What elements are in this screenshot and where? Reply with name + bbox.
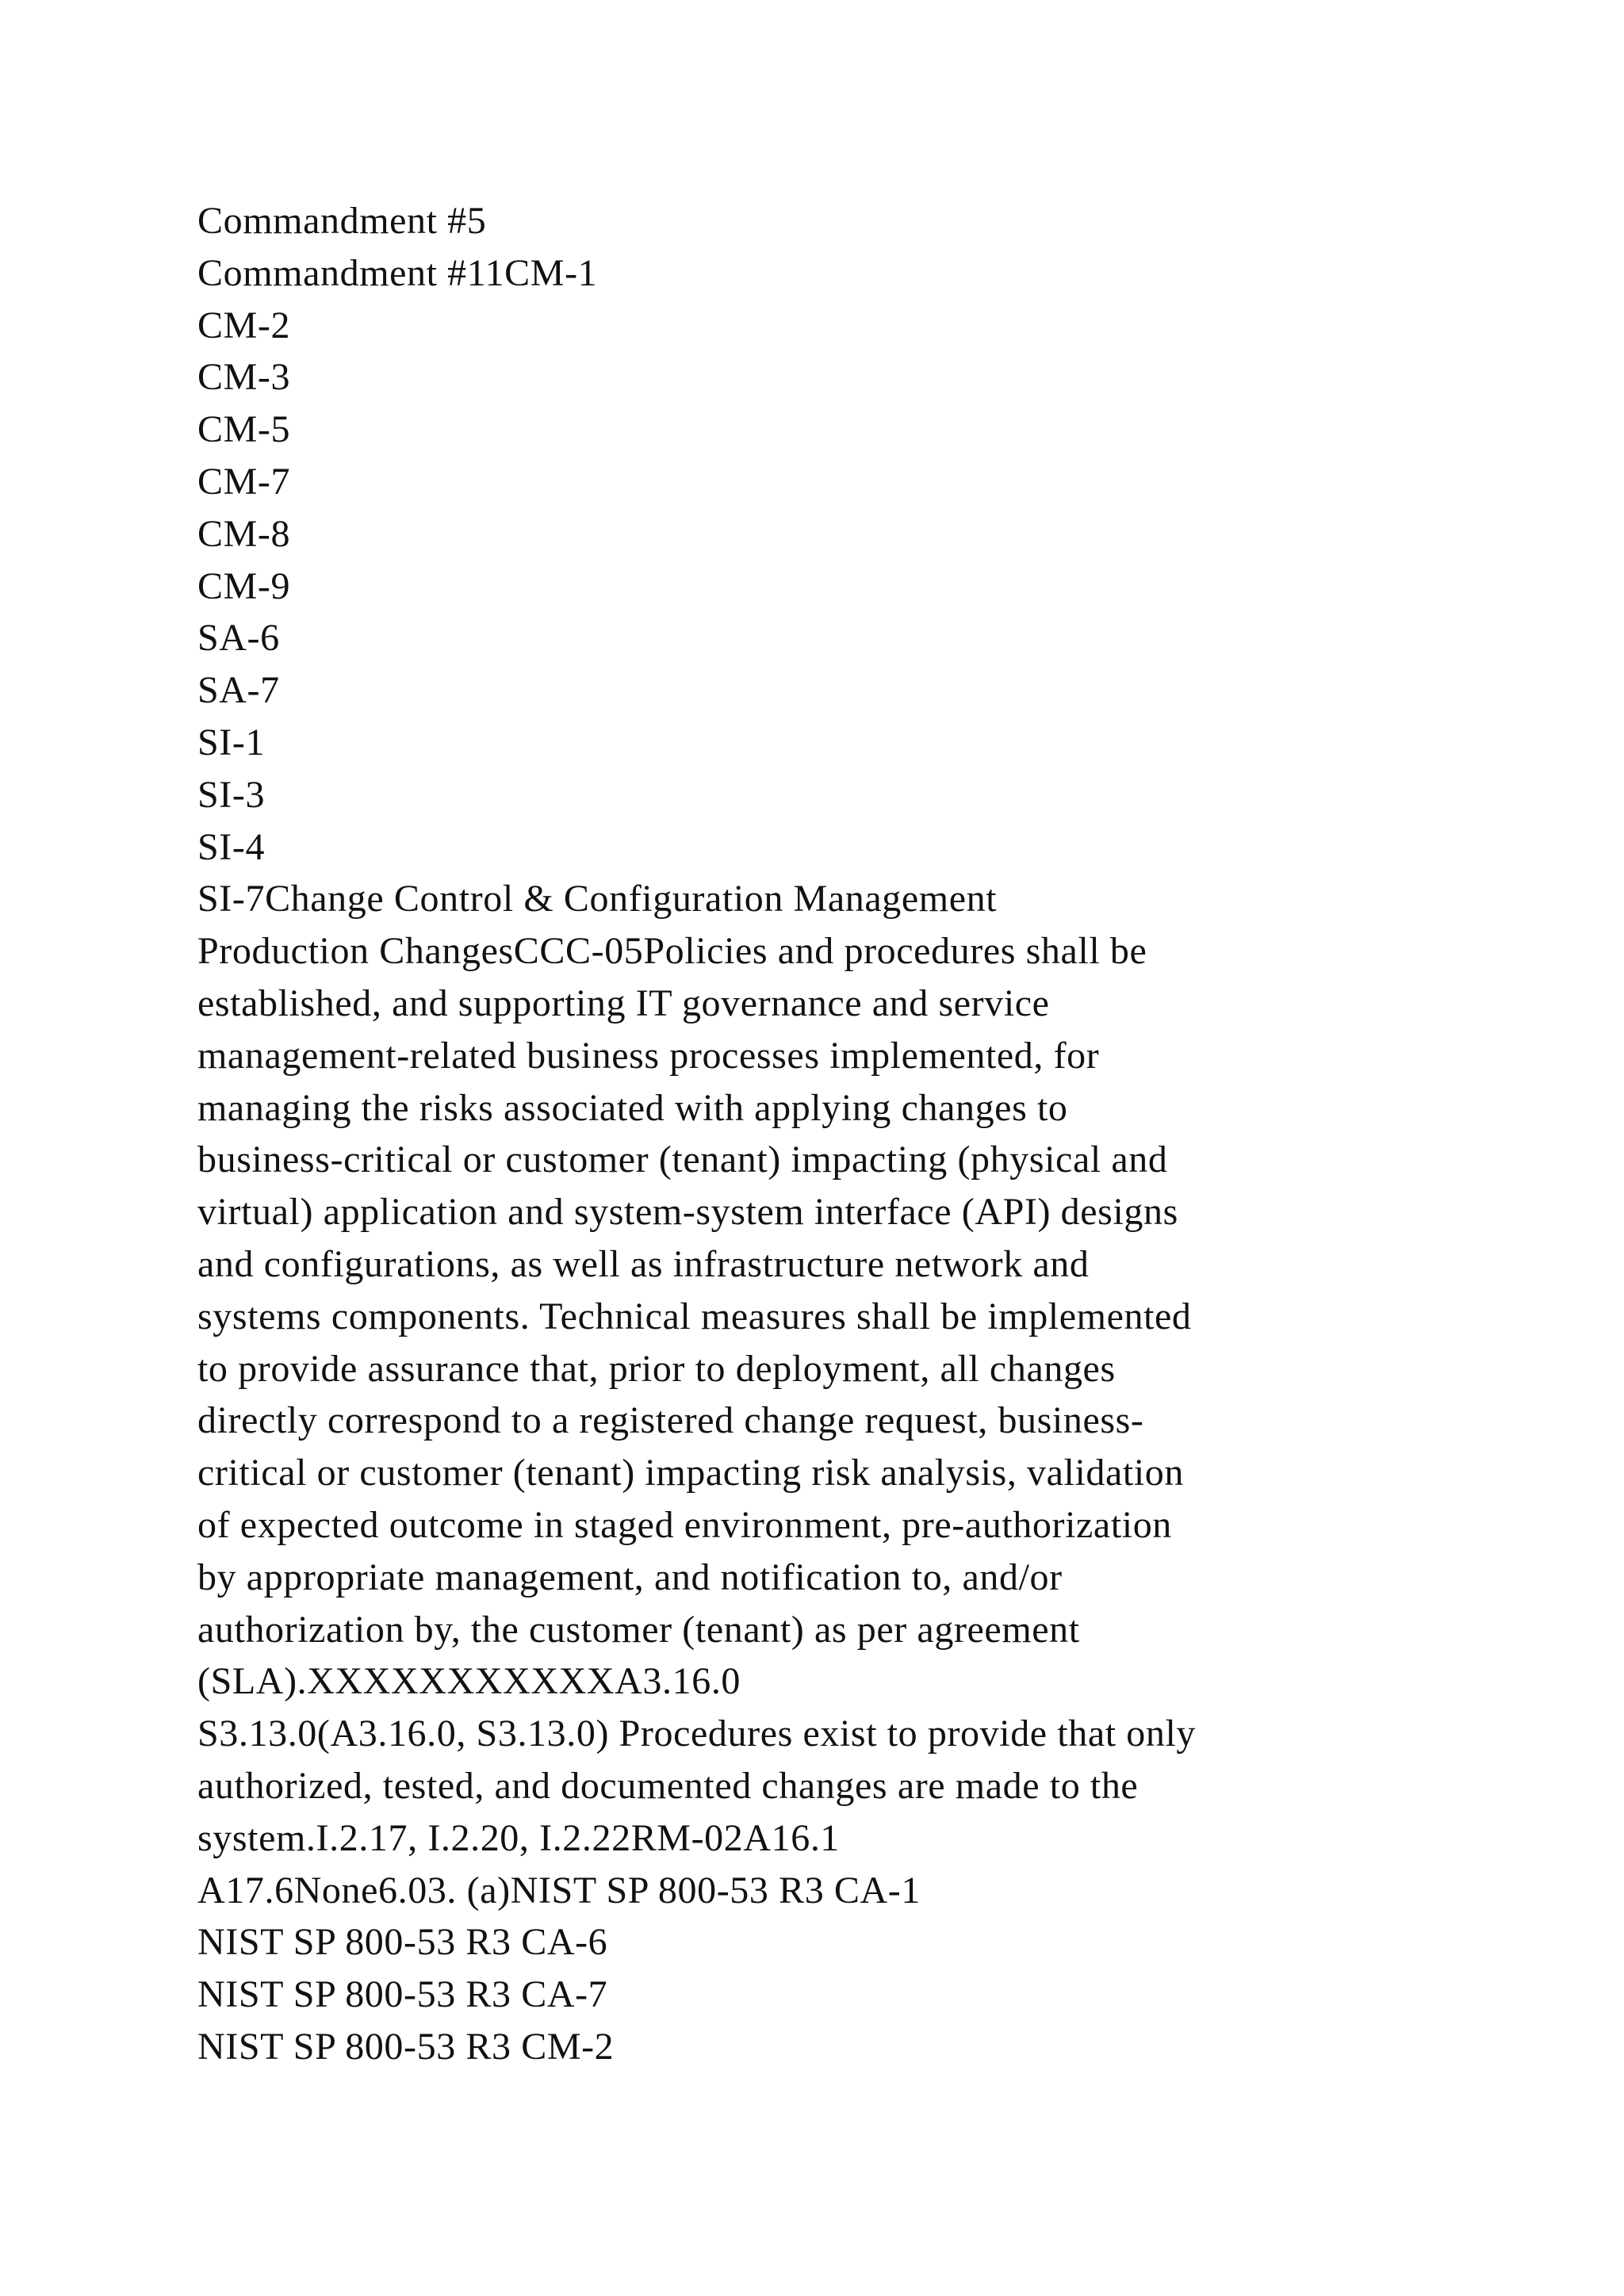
text-line: management-related business processes implemented, for (197, 1034, 1100, 1077)
text-line: virtual) application and system-system interface (API) designs (197, 1191, 1178, 1234)
text-line: business-critical or customer (tenant) impacting (physical and (197, 1138, 1168, 1181)
text-line: CM-9 (197, 564, 291, 607)
text-line: systems components. Technical measures shall be implemented (197, 1295, 1192, 1337)
text-line: by appropriate management, and notification to, and/or (197, 1556, 1063, 1598)
text-line: SA-7 (197, 669, 280, 712)
text-line: CM-5 (197, 408, 291, 451)
text-line: established, and supporting IT governance and service (197, 982, 1050, 1024)
text-line: SI-3 (197, 773, 266, 816)
text-line: and configurations, as well as infrastructure network and (197, 1242, 1090, 1285)
text-line: CM-2 (197, 304, 291, 346)
text-line: SA-6 (197, 617, 280, 660)
text-line: Commandment #11CM-1 (197, 251, 598, 294)
text-line: to provide assurance that, prior to deployment, all changes (197, 1347, 1116, 1390)
text-line: critical or customer (tenant) impacting risk analysis, validation (197, 1452, 1184, 1494)
text-line: system.I.2.17, I.2.20, I.2.22RM-02A16.1 (197, 1816, 841, 1859)
text-line: SI-1 (197, 721, 266, 763)
text-line: A17.6None6.03. (a)NIST SP 800-53 R3 CA-1 (197, 1869, 921, 1911)
text-line: CM-8 (197, 512, 291, 555)
document-text (197, 195, 1545, 2073)
text-line: NIST SP 800-53 R3 CA-7 (197, 1973, 608, 2016)
text-line: S3.13.0(A3.16.0, S3.13.0) Procedures exist to provide that only (197, 1712, 1197, 1755)
text-line: of expected outcome in staged environment, pre-authorization (197, 1503, 1172, 1546)
text-line: Commandment #5 (197, 200, 487, 242)
text-line: (SLA).XXXXXXXXXXXA3.16.0 (197, 1660, 741, 1703)
text-line: NIST SP 800-53 R3 CA-6 (197, 1921, 608, 1964)
text-line: SI-7Change Control & Configuration Management (197, 878, 998, 920)
text-line: authorization by, the customer (tenant) as per agreement (197, 1608, 1080, 1651)
text-line: CM-3 (197, 356, 291, 399)
text-line: SI-4 (197, 825, 266, 868)
text-line: Production ChangesCCC-05Policies and procedures shall be (197, 930, 1147, 973)
text-line: authorized, tested, and documented changes are made to the (197, 1764, 1139, 1807)
text-line: CM-7 (197, 460, 291, 503)
text-line: managing the risks associated with applying changes to (197, 1086, 1068, 1129)
text-line: NIST SP 800-53 R3 CM-2 (197, 2025, 615, 2068)
text-line: directly correspond to a registered change request, business- (197, 1399, 1144, 1442)
